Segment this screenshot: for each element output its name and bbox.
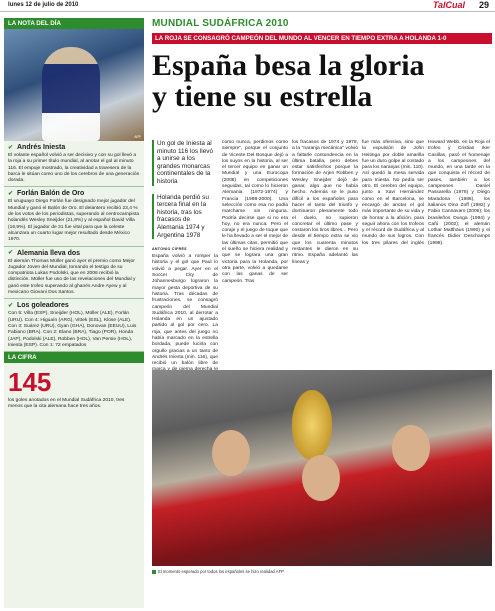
check-icon: ✔: [8, 144, 14, 151]
body-col-4: fue más ofensiva, sino que la expulsión de John Heitinga por doble amarilla fue un duro golpe al costado para los naranjas (min. 110). Así quedó la mesa servida para Iniesta. No pedía ser otro. El cerebro del equipo, junto a Xavi Hernández como en el Barcelona, se encargó de anotar el gol más importante de su vida y de honrar a la afición, para seguir ahora con los trofeos y el récord de Sudáfrica y al mundo de sus logros. Con los tres pilares del inglés Howard Webb, en la Roja el trofeo y Cristian Iker Casillas, pasó el homenaje a los campeones del mundo, en una tarde en la que conquista el récord de pases, también a los campeones Daniel Passarella (1978) y Diego Maradona (1986), los italianos Dino Zoff (1982) y Fabio Cannavaro (2006); los brasileños Dunga (1994) y Cafú (2002); el alemán Lothar Matthäus (1990) y el francés Didier Deschamps (1998).: [362, 140, 490, 246]
player-face: [392, 425, 430, 471]
item-text: Con 5: Villa (ESP), Sneijder (HOL), Müller (ALE), Forlán (URU). Con 4: Higuaín (ARG), Vittek (ESL), Klose (ALE). Con 3: Suárez (URU), Gyan (GHA), Donovan (EEUU), Luis Fabiano (BRA). Con 2: Elano (BRA), Tiago (POR), Honda (JAP), Podolski (ALE), Robben (HOL), Van Persie (HOL), Iniesta (ESP). Con 1: 72 empatados: [8, 311, 137, 348]
photo-credit: AFP: [134, 135, 141, 139]
sidebar-item-alemania: [4, 247, 144, 300]
player-figure: [42, 47, 100, 141]
sidebar-item-forlan: [4, 187, 144, 246]
check-icon: ✔: [8, 302, 14, 309]
caption-text: El momento esperado por todos los españoles se hizo realidad: [158, 569, 275, 574]
cifra-text: los goles anotados en el Mundial Sudáfrica 2010, tres menos que la cita alemana hace tres años.: [8, 398, 125, 410]
headline-line-1: España besa la gloria: [152, 49, 425, 82]
nota-header: [4, 18, 144, 29]
item-text: El volante español volvió a ser decisivo y con su gol llevó a la roja a su primer título mundial, al anotar el gol al minuto 116. El empuje mostrado, la creatividad a travesera de la barca le sitúan como uno de los cerebros de una generación dorada.: [8, 153, 140, 184]
deck-banner: LA ROJA SE CONSAGRÓ CAMPEÓN DEL MUNDO AL VENCER EN TIEMPO EXTRA A HOLANDA 1-0: [152, 33, 492, 44]
page-header: [0, 0, 495, 12]
highlight-1-text: Un gol de Iniesta al minuto 116 los llevó a unirse a los grandes monarcas continentales de la historia: [157, 140, 214, 185]
cifra-header-label: LA CIFRA: [8, 354, 37, 362]
item-text: El alemán Thomas Müller ganó ayer el premio como Mejor Jugador Joven del Mundial, tomando el testigo de su compatriota Lukas Podolski, que en 2006 recibió la distinción. Müller fue uno de las revelaciones del Mundial y ganó este trofeo superando al ghanés Andre Ayew y al mexicano Giovani Dos Santos.: [8, 258, 136, 296]
main-photo: [152, 370, 492, 574]
brand-logo: TalCual: [432, 0, 465, 10]
issue-date: lunes 12 de julio de 2010: [8, 2, 79, 8]
body-col-2: como nunca, perdimos como siempre", porque el conjunto de Vicente Del Bosque dejó a los suyos en la historia, al ser el tercer equipo en ganar un Mundial y una Eurocopa (2008) en competiciones seguidas, tal como lo hicieron Alemania (1972-1974) y Francia (1998-2000). Una selección como esa no podía marcharse sin ninguna. Podría decirse que si no era hoy, no era nunca. Pero el coraje y el juego de toque que le ha llevado a ser el mejor de las últimas citas, permitió que el sueño se hiciera realidad y que se lograra una gran victoria para la Holanda, por otra parte, volvió a quedarse con las ganas de ser campeón. Tras: [222, 140, 288, 284]
highlight-2-text: Holanda perdió su tercera final en la historia, tras los fracasos de Alemania 1974 y Argentina 1978: [157, 193, 209, 239]
main-article: [152, 18, 492, 574]
iniesta-photo: [4, 29, 144, 141]
item-title: Los goleadores: [17, 302, 69, 310]
photo-caption: [152, 569, 492, 574]
item-text: El uruguayo Diego Forlán fue designado mejor jugador del Mundial y ganó el Balón de Oro. El delantero recibió 23,4 % de los votos de los periodistas, superando al centrocampista holandés Wesley Sneijder (21,8%) y al español David Villa (16,9%). El jugador de 31 fue vital para que la celeste alcanzara un cuarto lugar mejor resultado desde México 1970.: [8, 199, 140, 243]
caption-marker-icon: [152, 570, 156, 574]
page-number: 29: [478, 0, 489, 10]
highlight-1: [152, 140, 218, 186]
player-face: [212, 430, 250, 476]
cifra-number: 145: [8, 367, 52, 398]
nota-header-label: LA NOTA DEL DÍA: [8, 20, 61, 27]
body-col-3: los fracasos de 1974 y 1978, a la "naranja mecánica" volvió a faltarle contundencia en la última batalla, pero debes estar satisfechos porque la formación de Arjen Robben y Wesley Sneijder dejó de ganar, algo que no había hecho. Además se le puso difícil a los españoles para hacer el tanto del triunfo y dominaron plenamente todo el duelo, no supieron concretar el último pase y costaron los tiros libres... Pero desde el tiempo extra se vio que los cuarenta minutos restantes le dieron en su ritmo. España adelantó las líneas y: [292, 140, 358, 265]
item-title: Andrés Iniesta: [17, 144, 66, 151]
item-title: Alemania lleva dos: [17, 249, 81, 257]
headline-line-2: y tiene su estrella: [152, 80, 373, 113]
body-col-1: España volvió a romper la historia y el gol que Paul lo volvió a pegar. Ayer en el Soccer City de Johannesburgo lograron la mayor gesta deportiva de su historia. Tras décadas de frustraciones, se consagró campeón del Mundial Sudáfrica 2010, al derrotar a Holanda en un ajustado partido al gol por cero. La roja, que antes del juego no había marcado en la estrella bordada, puede lucirla con orgullo gracias a un tanto de Andrés Iniesta (min. 116), que recibió un balón libre de: [152, 254, 218, 367]
player-face: [302, 455, 340, 501]
check-icon: ✔: [8, 250, 14, 257]
cifra-header: [4, 352, 144, 363]
byline: ANTONIO CIFRÉS: [152, 247, 187, 252]
highlight-2: [152, 194, 218, 240]
check-icon: ✔: [8, 190, 14, 197]
highlight-column: [152, 140, 218, 372]
item-title: Forlán Balón de Oro: [17, 190, 85, 198]
sidebar-item-iniesta: [4, 141, 144, 187]
headline: [152, 50, 492, 112]
trophy-figure: [292, 390, 332, 460]
sidebar-item-goleadores: [4, 299, 144, 352]
caption-credit: AFP: [275, 569, 284, 574]
section-kicker: MUNDIAL SUDÁFRICA 2010: [152, 18, 289, 29]
sidebar: [4, 18, 144, 608]
